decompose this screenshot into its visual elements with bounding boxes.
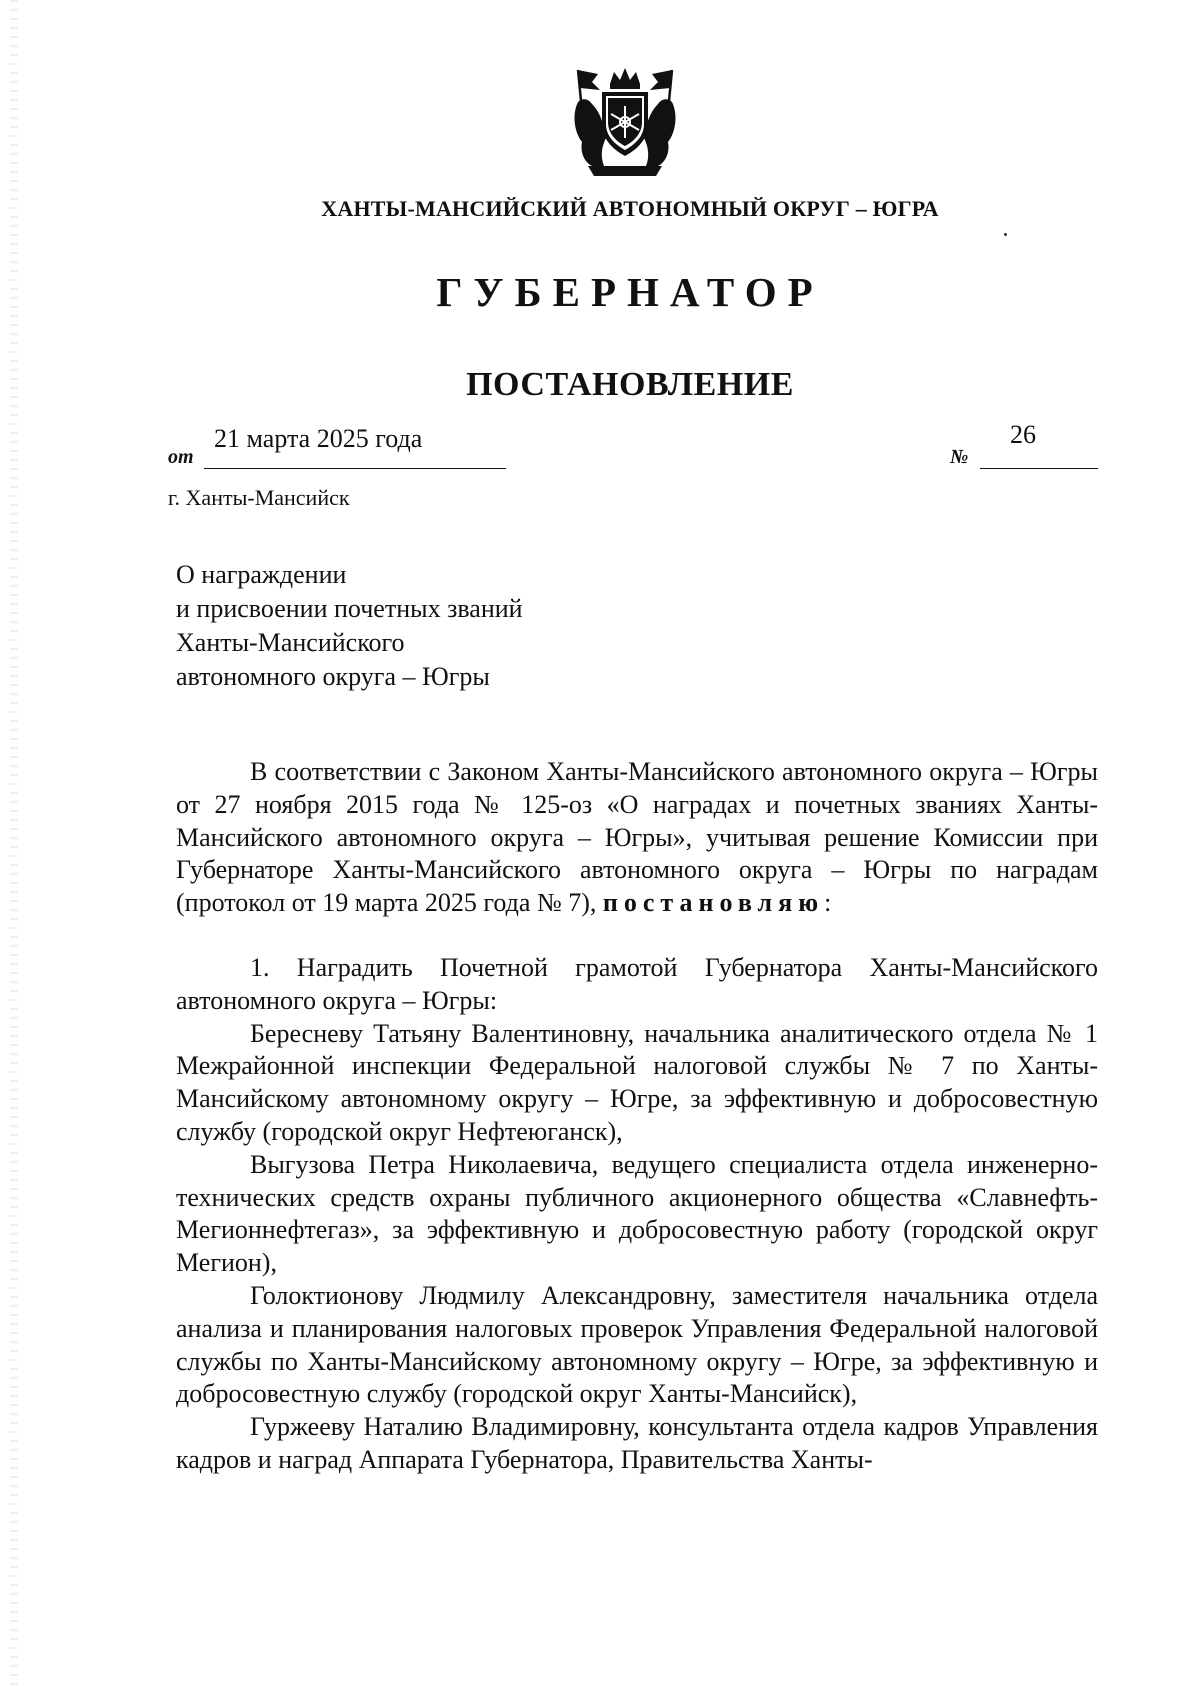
- coat-of-arms-emblem: [570, 62, 680, 180]
- subject-line: Ханты-Мансийского: [176, 628, 405, 657]
- subject-line: О награждении: [176, 560, 347, 589]
- number-underline: [980, 468, 1098, 469]
- number-label: №: [950, 446, 969, 468]
- authority-title: ГУБЕРНАТОР: [436, 269, 824, 315]
- decree-word: постановляю: [602, 888, 825, 918]
- issue-city: г. Ханты-Мансийск: [168, 485, 350, 510]
- awardee-paragraph: Бересневу Татьяну Валентиновну, начальника аналитического отдела № 1 Межрайонной инспекции Федеральной налоговой службы № 7 по Ханты-Мансийскому автономному округу – Югре, за эффективную и добросовестную службу (городской округ Нефтеюганск),: [176, 1018, 1098, 1146]
- scan-edge-artifact: [10, 0, 18, 1686]
- awardee-paragraph: Голоктионову Людмилу Александровну, заместителя начальника отдела анализа и планирования налоговых проверок Управления Федеральной налоговой службы по Ханты-Мансийскому автономному округу – Югре, за эффективную и добросовестную службу (городской округ Ханты-Мансийск),: [176, 1280, 1098, 1409]
- decree-colon: :: [824, 888, 832, 918]
- awardee-paragraph: Гуржееву Наталию Владимировну, консультанта отдела кадров Управления кадров и наград Аппарата Губернатора, Правительства Ханты-: [176, 1412, 1098, 1474]
- preamble-text: В соответствии с Законом Ханты-Мансийского автономного округа – Югры от 27 ноября 2015 года № 125-оз «О наградах и почетных званиях Ханты-Мансийского автономного округа – Югры», учитывая решение Комиссии при Губернаторе Ханты-Мансийского автономного округа – Югры по наградам (протокол от 19 марта 2025 года № 7),: [176, 757, 1098, 918]
- awardee-paragraph: Выгузова Петра Николаевича, ведущего специалиста отдела инженерно-технических средств охраны публичного акционерного общества «Славнефть-Мегионнефтегаз», за эффективную и добросовестную работу (городской округ Мегион),: [176, 1149, 1098, 1278]
- preamble-paragraph: [176, 756, 1098, 920]
- item-1-heading: 1. Наградить Почетной грамотой Губернатора Ханты-Мансийского автономного округа – Югры:: [176, 952, 1098, 1015]
- decree-date: 21 марта 2025 года: [214, 424, 423, 453]
- decree-number: 26: [1010, 420, 1036, 449]
- date-underline: [204, 468, 506, 469]
- region-title: ХАНТЫ-МАНСИЙСКИЙ АВТОНОМНЫЙ ОКРУГ – ЮГРА: [321, 196, 939, 221]
- date-label: от: [168, 446, 194, 468]
- scan-speck: [1004, 233, 1007, 236]
- decree-body: [176, 756, 1098, 1477]
- subject-line: автономного округа – Югры: [176, 662, 490, 691]
- document-type: ПОСТАНОВЛЕНИЕ: [466, 366, 794, 403]
- subject-line: и присвоении почетных званий: [176, 594, 523, 623]
- decree-subject: [176, 558, 523, 694]
